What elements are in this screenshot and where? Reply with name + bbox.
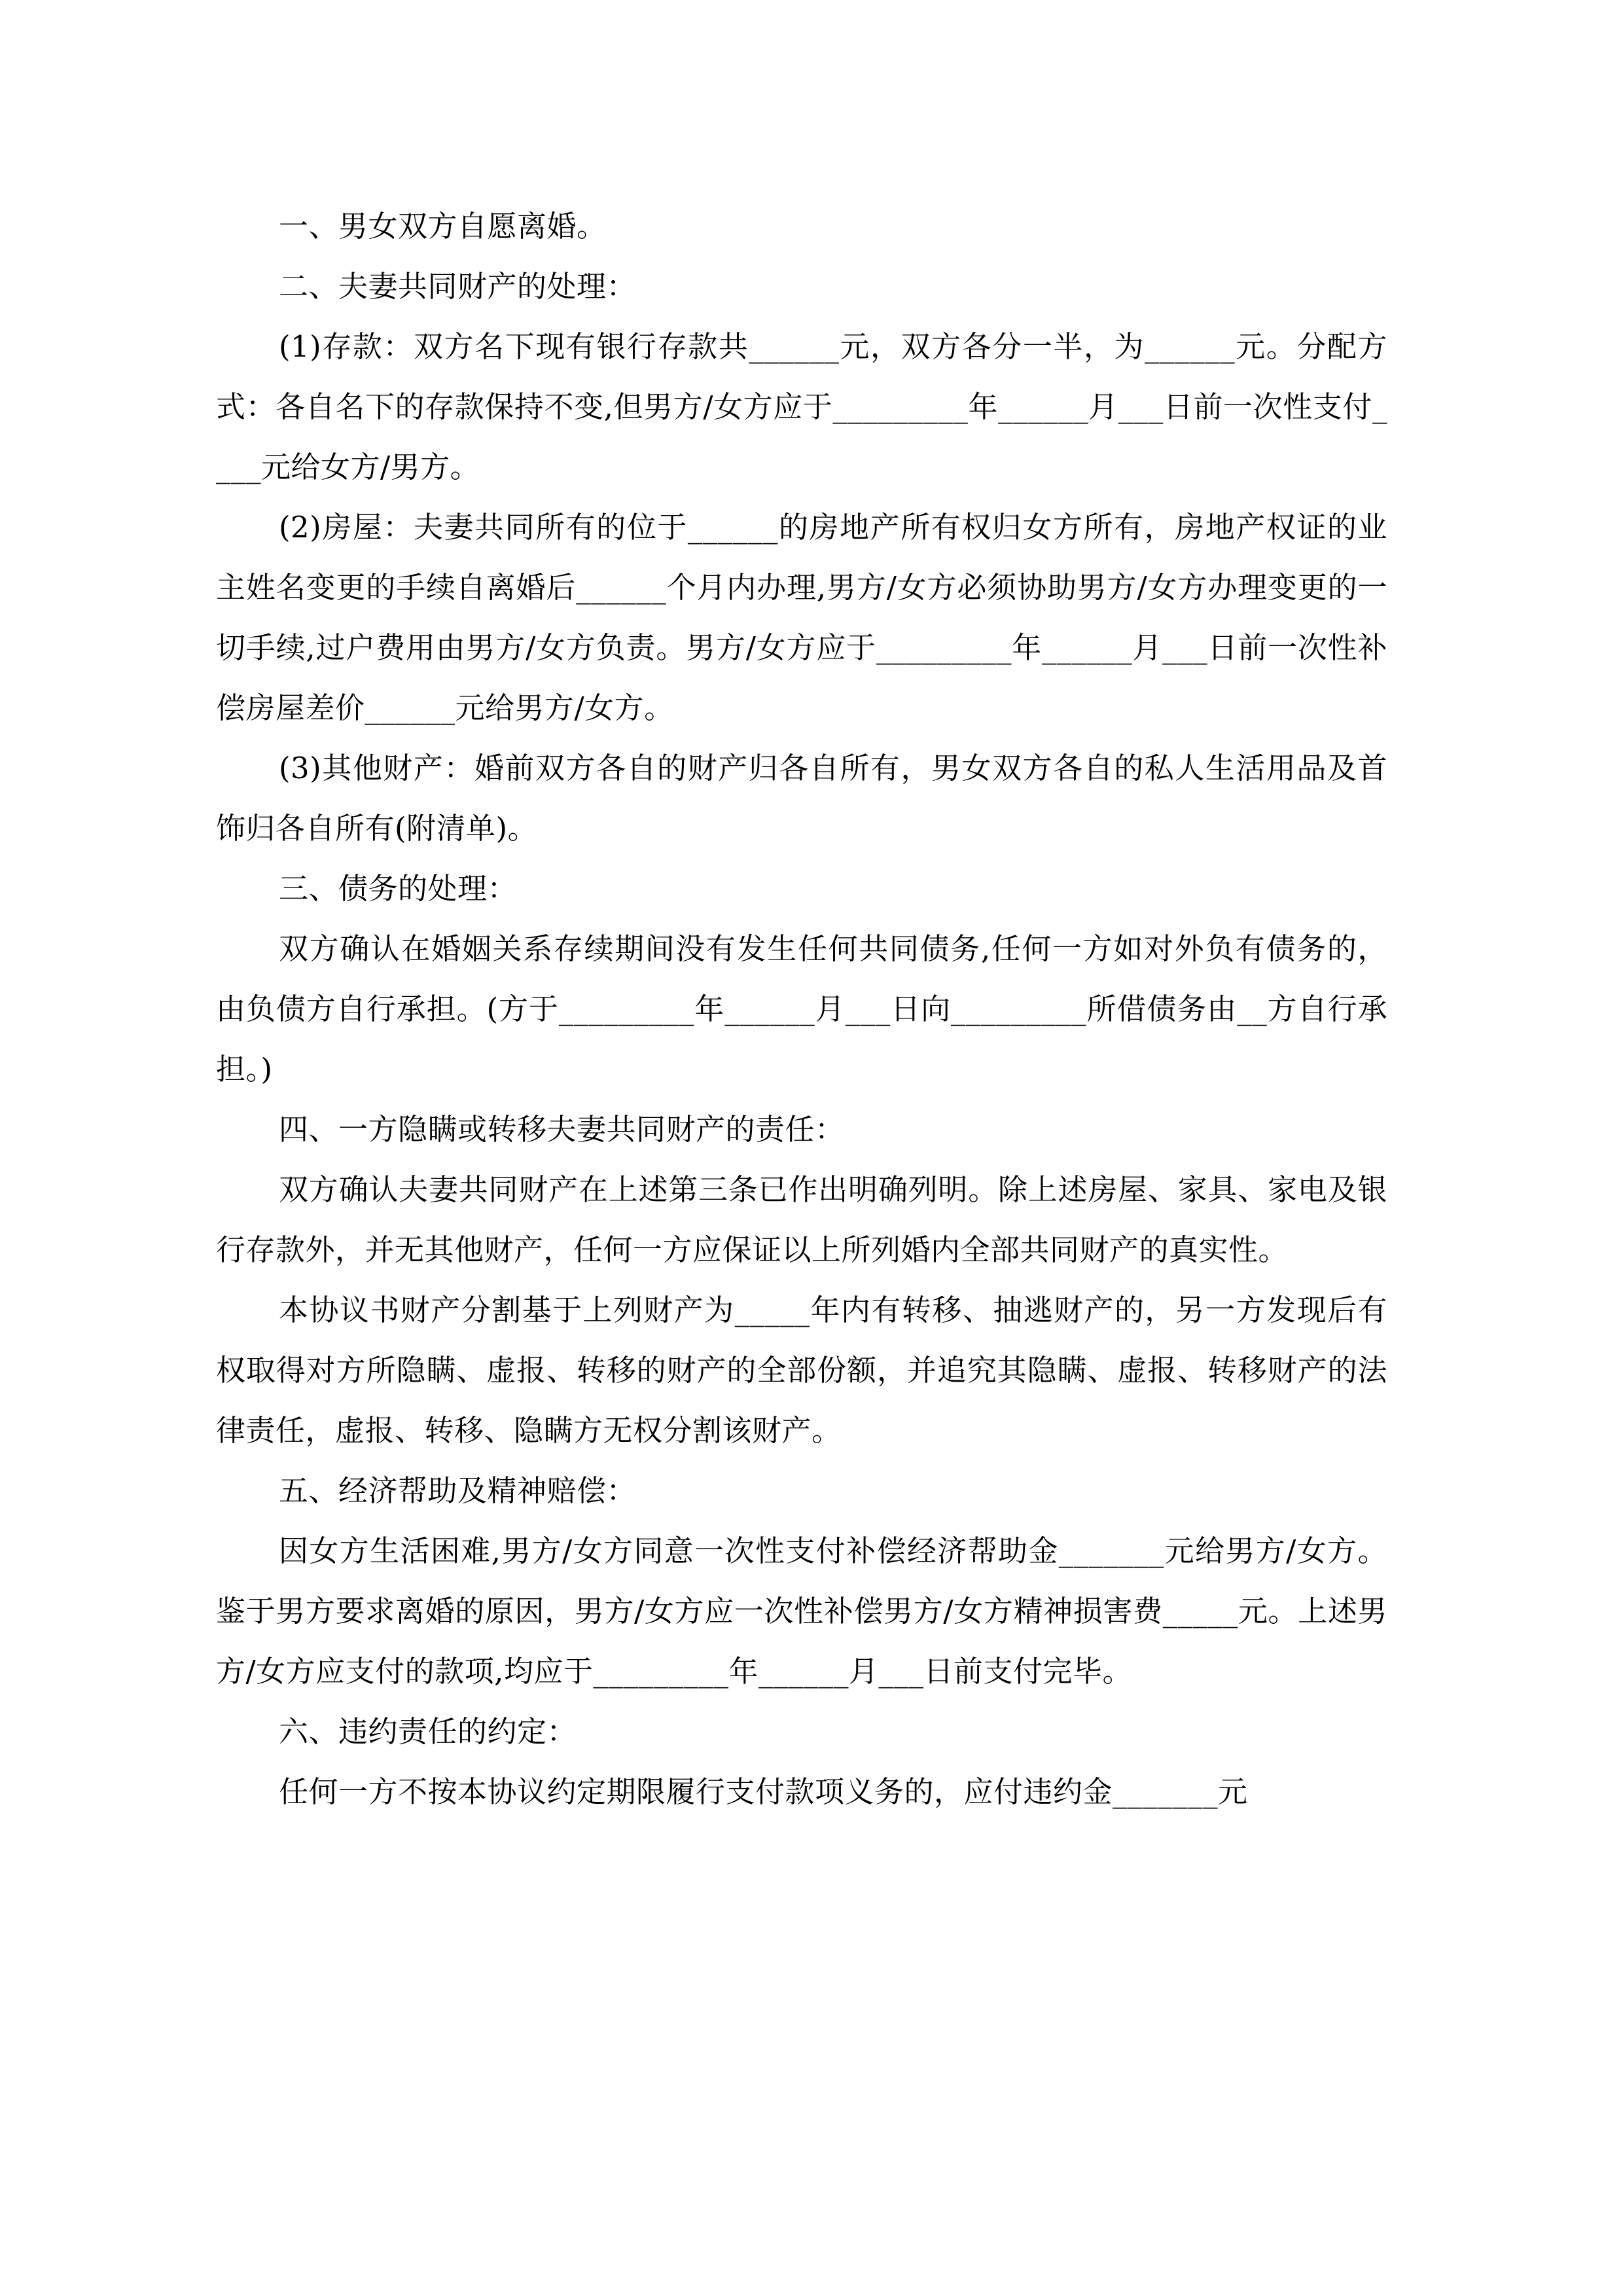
clause-two-item-one-bank-deposits: (1)存款：双方名下现有银行存款共______元，双方各分一半，为______元。分配方式：各自名下的存款保持不变,但男方/女方应于_________年______月___日前一次性支付____元给女方/男方。 — [216, 329, 1387, 484]
clause-two-item-three-other-property: (3)其他财产：婚前双方各自的财产归各自所有，男女双方各自的私人生活用品及首饰归各自所有(附清单)。 — [216, 751, 1387, 846]
clause-two-item-two-real-estate: (2)房屋：夫妻共同所有的位于______的房地产所有权归女方所有，房地产权证的业主姓名变更的手续自离婚后______个月内办理,男方/女方必须协助男方/女方办理变更的一切手续,过户费用由男方/女方负责。男方/女方应于_________年______月___日前一次性补偿房屋差价______元给男方/女方。 — [216, 510, 1387, 725]
clause-six-breach-liability-heading: 六、违约责任的约定： — [279, 1714, 577, 1749]
clause-five-body: 因女方生活困难,男方/女方同意一次性支付补偿经济帮助金_______元给男方/女方。鉴于男方要求离婚的原因，男方/女方应一次性补偿男方/女方精神损害费_____元。上述男方/女方应支付的款项,均应于_________年______月___日前支付完毕。 — [216, 1534, 1387, 1689]
clause-one-voluntary-divorce-heading: 一、男女双方自愿离婚。 — [279, 209, 607, 243]
document-text-body — [216, 196, 1387, 1822]
clause-four-concealment-transfer-heading: 四、一方隐瞒或转移夫妻共同财产的责任： — [279, 1112, 845, 1147]
clause-three-debt-handling-heading: 三、债务的处理： — [279, 871, 518, 906]
clause-three-debt-body: 双方确认在婚姻关系存续期间没有发生任何共同债务,任何一方如对外负有债务的，由负债方自行承担。(方于_________年______月___日向_________所借债务由__方自行承担。) — [216, 931, 1387, 1086]
clause-four-body-second-paragraph: 本协议书财产分割基于上列财产为_____年内有转移、抽逃财产的，另一方发现后有权取得对方所隐瞒、虚报、转移的财产的全部份额，并追究其隐瞒、虚报、转移财产的法律责任，虚报、转移、隐瞒方无权分割该财产。 — [216, 1293, 1387, 1448]
clause-two-marital-property-heading: 二、夫妻共同财产的处理： — [279, 269, 637, 304]
clause-five-economic-help-heading: 五、经济帮助及精神赔偿： — [279, 1473, 637, 1508]
clause-six-body: 任何一方不按本协议约定期限履行支付款项义务的，应付违约金_______元 — [279, 1774, 1248, 1809]
clause-four-body-first-paragraph: 双方确认夫妻共同财产在上述第三条已作出明确列明。除上述房屋、家具、家电及银行存款外，并无其他财产，任何一方应保证以上所列婚内全部共同财产的真实性。 — [216, 1172, 1387, 1267]
